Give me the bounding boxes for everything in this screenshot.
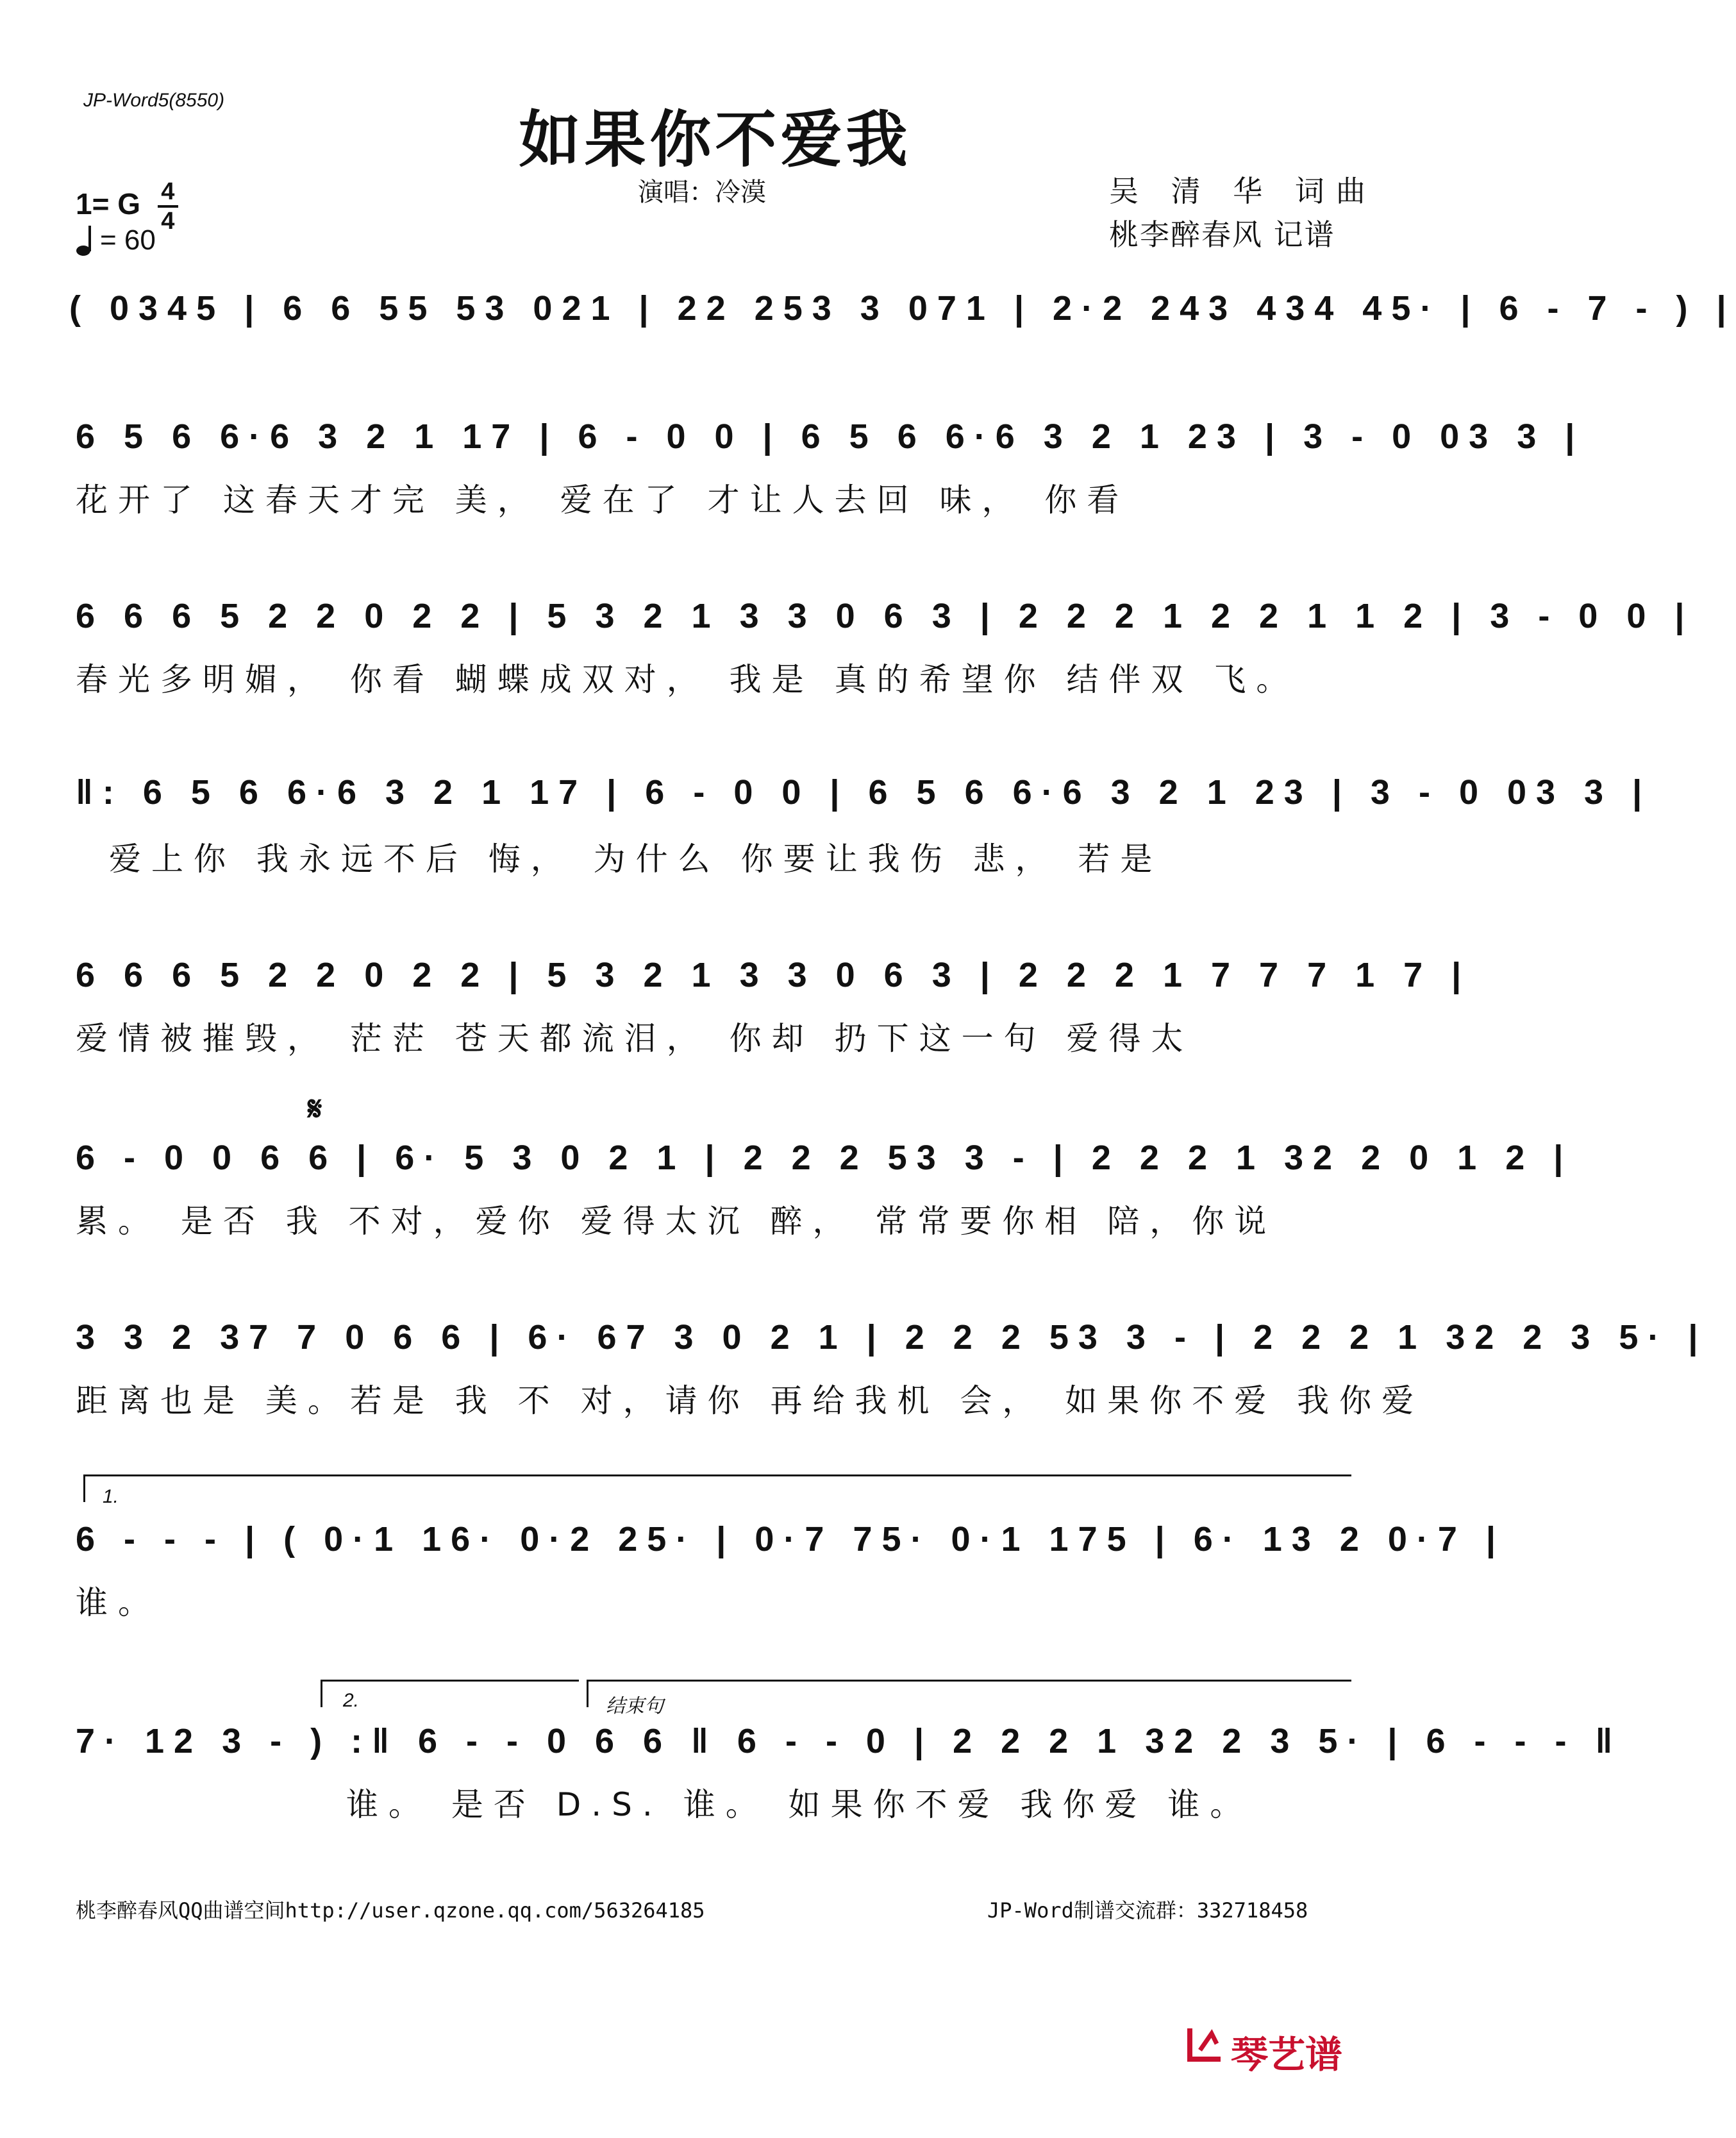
system-7-lyrics: 距离也是 美。若是 我 不 对，请你 再给我机 会， 如果你不爱 我你爱 — [76, 1382, 1424, 1419]
footer-left-text: 桃李醉春风QQ曲谱空间http://user.qzone.qq.com/563264185 — [76, 1898, 705, 1923]
singer-credit: 演唱：冷漠 — [638, 178, 766, 207]
logo-mark-icon — [1186, 2025, 1224, 2063]
qinyipu-logo — [1186, 2019, 1378, 2076]
system-9-notes: 7· 12 3 - ) :‖ 6 - - 0 6 6 ‖ 6 - - 0 | 2 2 2 1 32 2 3 5· | 6 - - - ‖ — [76, 1722, 1623, 1760]
system-6-lyrics: 累。 是否 我 不对，爱你 爱得太沉 醉， 常常要你相 陪，你说 — [76, 1203, 1277, 1240]
system-5-notes: 6 6 6 5 2 2 0 2 2 | 5 3 2 1 3 3 0 6 3 | 2 2 2 1 7 7 7 1 7 | — [76, 956, 1471, 994]
system-3-lyrics: 春光多明媚， 你看 蝴蝶成双对， 我是 真的希望你 结伴双 飞。 — [76, 661, 1299, 698]
system-5-lyrics: 爱情被摧毁， 茫茫 苍天都流泪， 你却 扔下这一句 爱得太 — [76, 1020, 1194, 1057]
system-4-lyrics: 爱上你 我永远不后 悔， 为什么 你要让我伤 悲， 若是 — [109, 840, 1163, 878]
system-9-lyrics: 谁。 是否 D.S. 谁。 如果你不爱 我你爱 谁。 — [346, 1786, 1253, 1823]
tempo-marking — [76, 224, 156, 256]
volta-2-label: 2. — [343, 1690, 360, 1711]
volta-1-bracket — [83, 1474, 1351, 1502]
lyrics-music-credit: 吴 清 华 词曲 — [1109, 174, 1377, 208]
system-3-notes: 6 6 6 5 2 2 0 2 2 | 5 3 2 1 3 3 0 6 3 | 2 2 2 1 2 2 1 1 2 | 3 - 0 0 | — [76, 597, 1694, 635]
system-6-notes: 6 - 0 0 6 6 | 6· 5 3 0 2 1 | 2 2 2 53 3 - | 2 2 2 1 32 2 0 1 2 | — [76, 1139, 1573, 1177]
transcriber-credit: 桃李醉春风 记谱 — [1109, 217, 1335, 252]
system-8-lyrics: 谁。 — [76, 1584, 160, 1621]
quarter-note-icon — [76, 224, 97, 256]
system-1-notes: ( 0345 | 6 6 55 53 021 | 22 253 3 071 | 2·2 243 434 45· | 6 - 7 - ) | — [69, 289, 1736, 328]
time-signature — [158, 180, 178, 233]
footer-right-text: JP-Word制谱交流群：332718458 — [987, 1898, 1308, 1923]
system-2-lyrics: 花开了 这春天才完 美， 爱在了 才让人去回 味， 你看 — [76, 481, 1130, 519]
tempo-value: = 60 — [100, 224, 156, 256]
time-sig-top: 4 — [161, 178, 175, 205]
ending-bracket — [587, 1680, 1351, 1707]
song-title: 如果你不爱我 — [519, 104, 912, 176]
volta-1-label: 1. — [103, 1486, 119, 1507]
system-7-notes: 3 3 2 37 7 0 6 6 | 6· 67 3 0 2 1 | 2 2 2 53 3 - | 2 2 2 1 32 2 3 5· | — [76, 1318, 1708, 1357]
system-4-notes: ‖: 6 5 6 6·6 3 2 1 17 | 6 - 0 0 | 6 5 6 6·6 3 2 1 23 | 3 - 0 03 3 | — [76, 773, 1652, 812]
volta-2-bracket — [321, 1680, 579, 1707]
logo-text: 琴艺谱 — [1231, 2033, 1343, 2076]
time-sig-bottom: 4 — [161, 208, 175, 235]
system-2-notes: 6 5 6 6·6 3 2 1 17 | 6 - 0 0 | 6 5 6 6·6 3 2 1 23 | 3 - 0 03 3 | — [76, 417, 1585, 456]
ending-label: 结束句 — [606, 1696, 664, 1717]
system-8-notes: 6 - - - | ( 0·1 16· 0·2 25· | 0·7 75· 0·1 175 | 6· 13 2 0·7 | — [76, 1520, 1506, 1558]
jp-word-version: JP-Word5(8550) — [83, 90, 225, 111]
segno-mark: 𝄋 — [308, 1090, 322, 1128]
key-label: 1= G — [76, 187, 141, 221]
